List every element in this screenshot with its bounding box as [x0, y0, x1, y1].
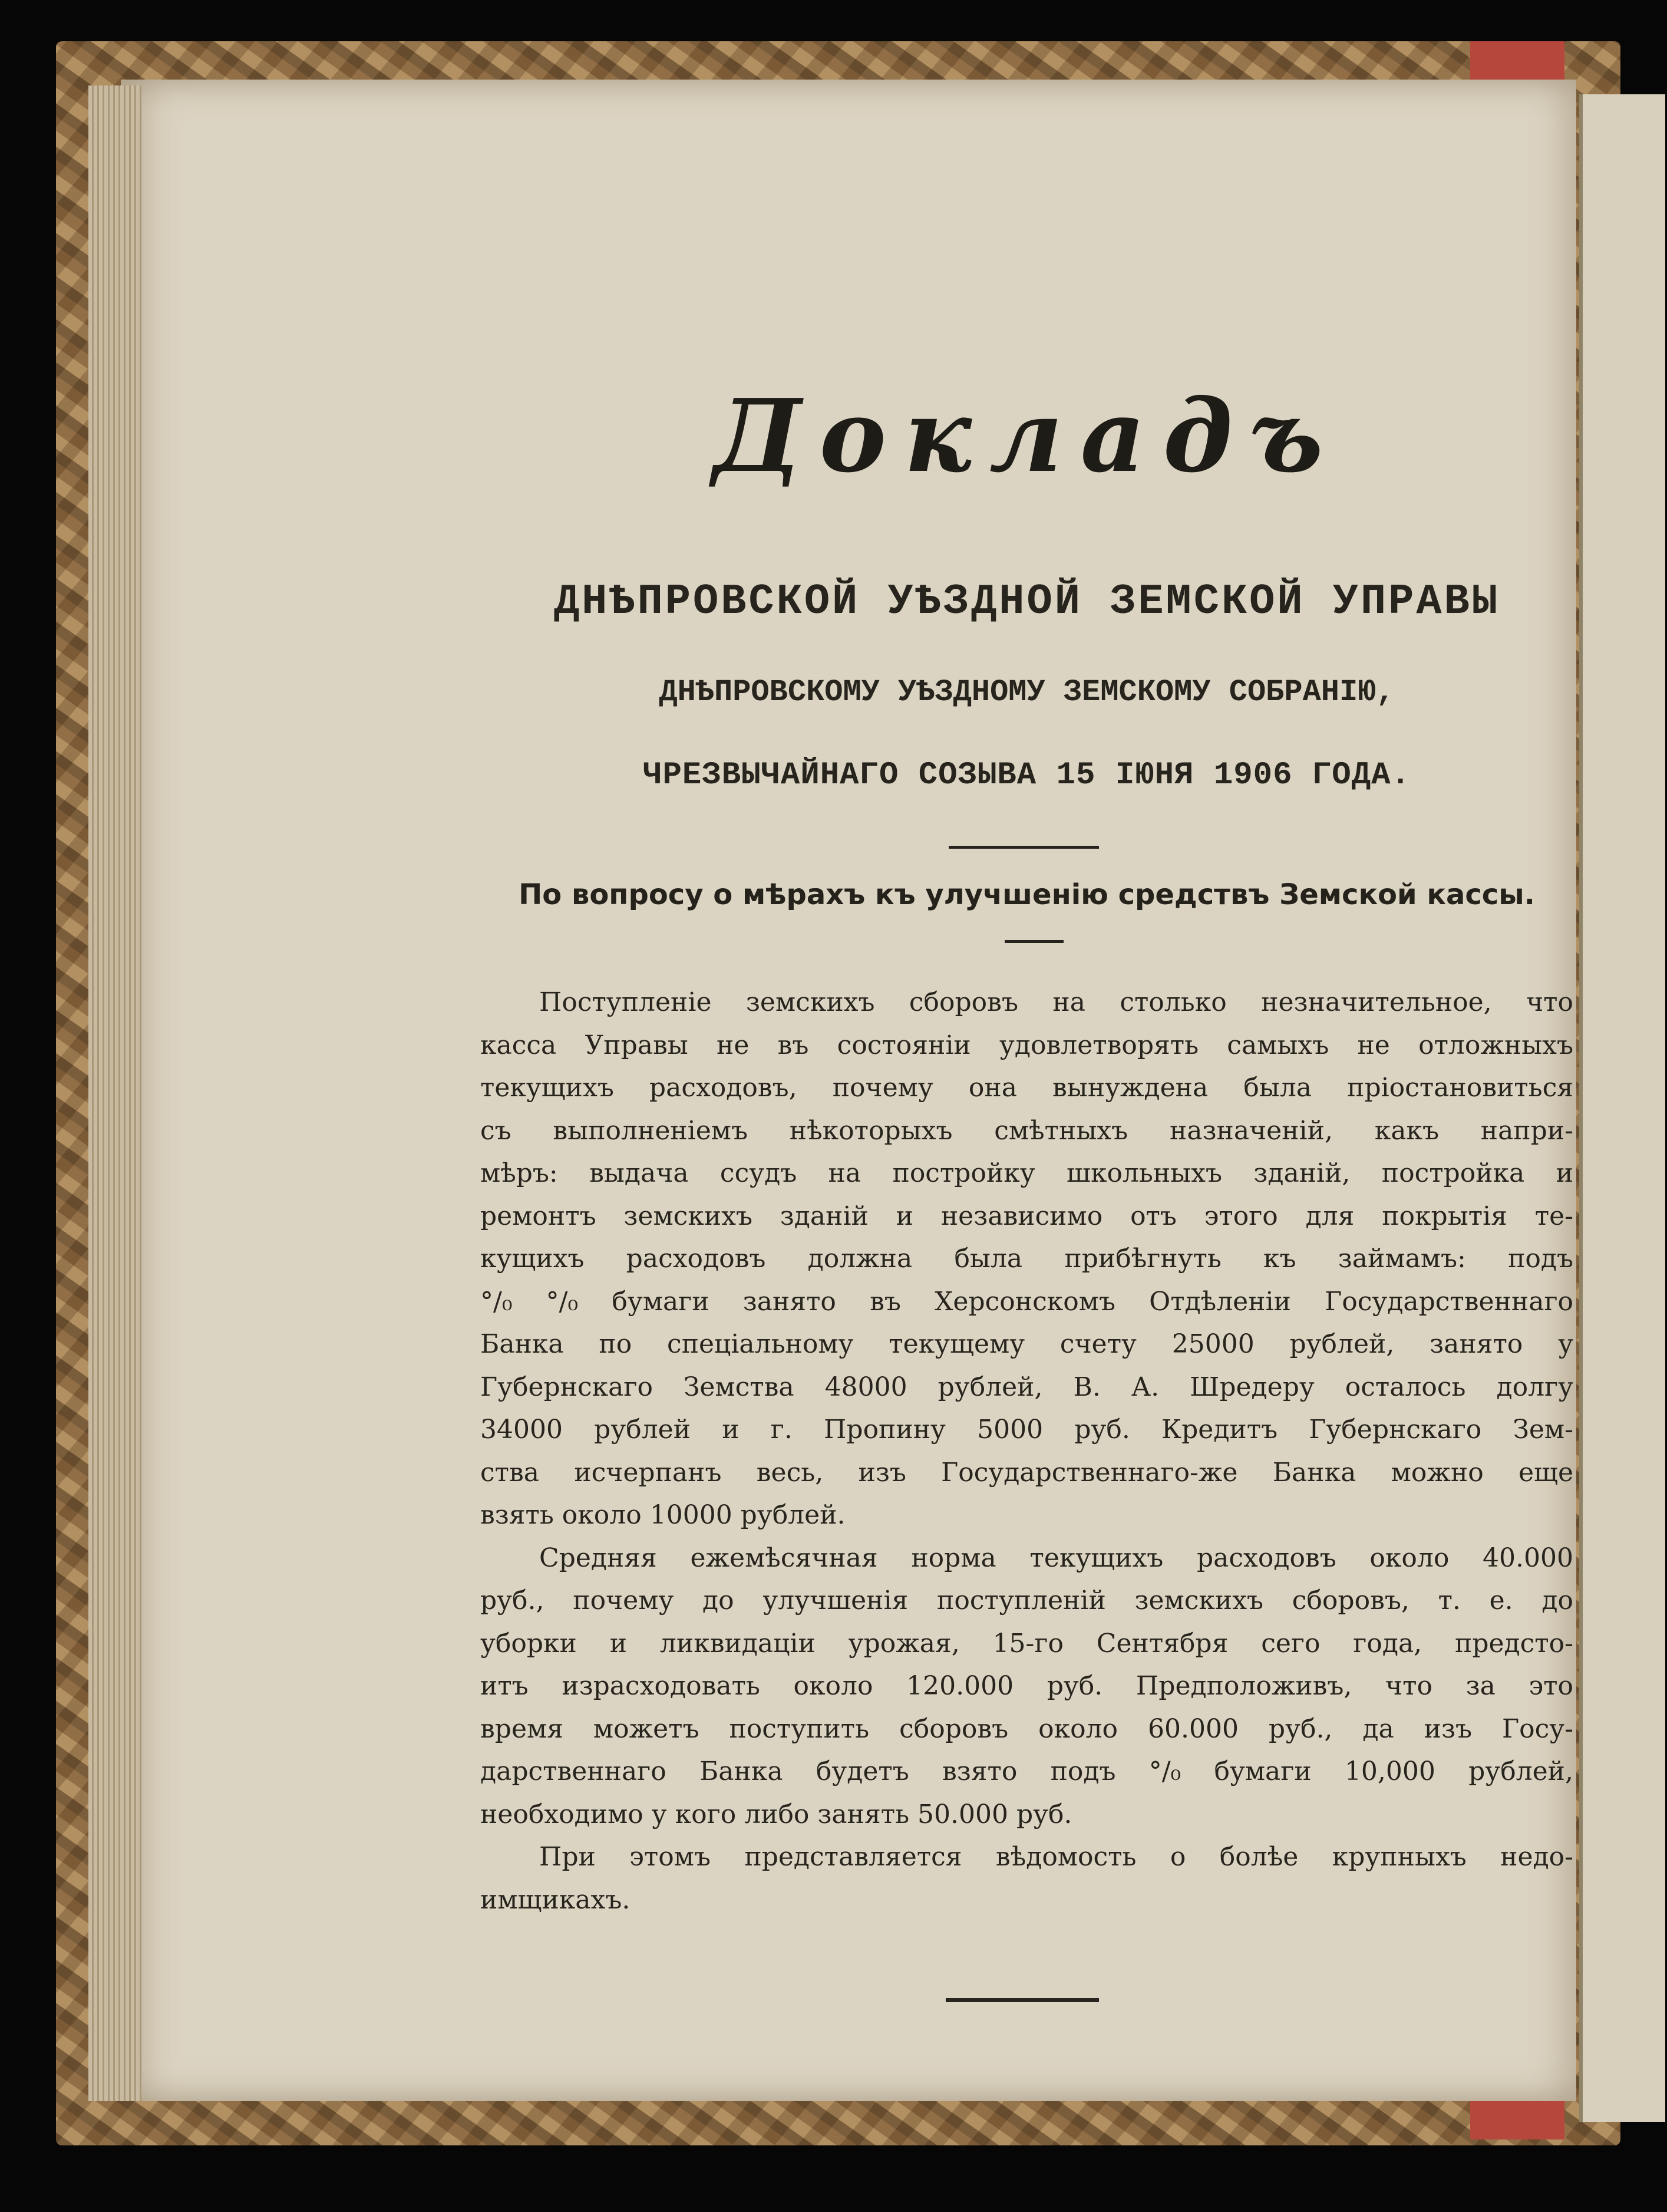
- document-title: Докладъ: [712, 377, 1341, 495]
- heading-addressee: ДНѢПРОВСКОМУ УѢЗДНОМУ ЗЕМСКОМУ СОБРАНІЮ,: [659, 675, 1395, 710]
- facing-page-edge: [1579, 94, 1665, 2122]
- body-line: взять около 10000 рублей.: [480, 1500, 846, 1530]
- body-line: дарственнаго Банка будетъ взято подъ °/₀ бумаги 10,000 рублей,: [480, 1756, 1573, 1786]
- document-page: [121, 80, 1576, 2101]
- body-line: кущихъ расходовъ должна была прибѣгнуть къ займамъ: подъ: [480, 1244, 1573, 1274]
- body-line: 34000 рублей и г. Пропину 5000 руб. Кредитъ Губернскаго Зем-: [480, 1415, 1573, 1445]
- divider-rule-short: [1005, 940, 1064, 943]
- body-line: съ выполненіемъ нѣкоторыхъ смѣтныхъ назначеній, какъ напри-: [480, 1115, 1573, 1146]
- body-line: текущихъ расходовъ, почему она вынуждена была пріостановиться: [480, 1073, 1573, 1103]
- body-line: ства исчерпанъ весь, изъ Государственнаго-же Банка можно еще: [480, 1457, 1573, 1488]
- body-line: руб., почему до улучшенія поступленій земскихъ сборовъ, т. е. до: [480, 1585, 1573, 1616]
- body-line: итъ израсходовать около 120.000 руб. Предположивъ, что за это: [480, 1671, 1573, 1701]
- body-line: время можетъ поступить сборовъ около 60.000 руб., да изъ Госу-: [480, 1713, 1573, 1744]
- heading-issuer: ДНѢПРОВСКОЙ УѢЗДНОЙ ЗЕМСКОЙ УПРАВЫ: [553, 578, 1500, 626]
- body-line: Банка по спеціальному текущему счету 25000 рублей, занято у: [480, 1329, 1573, 1359]
- body-line: ремонтъ земскихъ зданій и независимо отъ этого для покрытія те-: [480, 1201, 1573, 1231]
- body-line: Поступленіе земскихъ сборовъ на столько незначительное, что: [539, 987, 1573, 1017]
- page-stack-edges: [88, 85, 141, 2101]
- report-body: [480, 981, 1573, 1921]
- heading-session-date: ЧРЕЗВЫЧАЙНАГО СОЗЫВА 15 ІЮНЯ 1906 ГОДА.: [643, 757, 1411, 793]
- report-subject: По вопросу о мѣрахъ къ улучшенію средствъ Земской кассы.: [519, 878, 1535, 911]
- body-line: При этомъ представляется вѣдомость о болѣе крупныхъ недо-: [539, 1842, 1573, 1872]
- divider-rule: [949, 846, 1099, 849]
- body-line: °/₀ °/₀ бумаги занято въ Херсонскомъ Отдѣленіи Государственнаго: [480, 1286, 1573, 1317]
- body-line: уборки и ликвидаціи урожая, 15-го Сентября сего года, предсто-: [480, 1628, 1573, 1659]
- body-line: мѣръ: выдача ссудъ на постройку школьныхъ зданій, постройка и: [480, 1158, 1573, 1188]
- body-line: имщикахъ.: [480, 1884, 631, 1915]
- body-line: Губернскаго Земства 48000 рублей, В. А. Шредеру осталось долгу: [480, 1372, 1573, 1402]
- closing-rule: [946, 1998, 1099, 2002]
- body-line: необходимо у кого либо занять 50.000 руб.: [480, 1799, 1072, 1829]
- body-line: касса Управы не въ состояніи удовлетворять самыхъ не отложныхъ: [480, 1030, 1573, 1060]
- body-line: Средняя ежемѣсячная норма текущихъ расходовъ около 40.000: [539, 1542, 1573, 1573]
